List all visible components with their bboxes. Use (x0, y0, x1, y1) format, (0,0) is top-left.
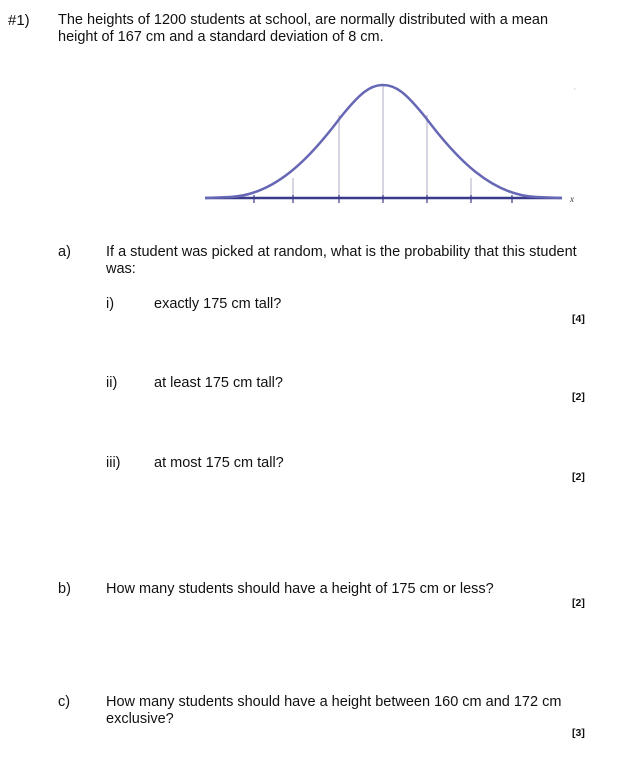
normal-curve-svg (200, 78, 590, 218)
part-a-ii-label: ii) (106, 375, 118, 391)
part-a-text (106, 244, 606, 278)
part-a-ii-marks: [2] (572, 391, 585, 403)
part-a-iii-text: at most 175 cm tall? (154, 455, 284, 471)
stray-mark: ‘ (574, 87, 576, 96)
part-c-text-line-1: How many students should have a height between 160 cm and 172 cm (106, 694, 562, 710)
question-stem-line-2: height of 167 cm and a standard deviation of 8 cm. (58, 29, 384, 45)
part-a-i-marks: [4] (572, 313, 585, 325)
part-a-iii-label: iii) (106, 455, 121, 471)
x-axis-label: x (570, 194, 574, 204)
part-a-iii-marks: [2] (572, 471, 585, 483)
part-a-label: a) (58, 244, 71, 260)
question-stem-line-1: The heights of 1200 students at school, are normally distributed with a mean (58, 12, 549, 28)
part-c-text (106, 694, 586, 728)
part-c-text-line-2: exclusive? (106, 711, 174, 727)
part-a-i-label: i) (106, 296, 115, 312)
part-c-marks: [3] (572, 727, 585, 739)
part-a-text-line-2: was: (106, 261, 136, 277)
part-c-label: c) (58, 694, 71, 710)
part-a-text-line-1: If a student was picked at random, what is the probability that this student (106, 244, 577, 260)
part-b-label: b) (58, 581, 71, 597)
question-number: #1) (8, 12, 30, 29)
part-a-ii-text: at least 175 cm tall? (154, 375, 283, 391)
question-stem (58, 12, 578, 46)
part-a-i-text: exactly 175 cm tall? (154, 296, 282, 312)
normal-distribution-figure (200, 78, 590, 218)
part-b-text: How many students should have a height of 175 cm or less? (106, 581, 494, 597)
part-b-marks: [2] (572, 597, 585, 609)
